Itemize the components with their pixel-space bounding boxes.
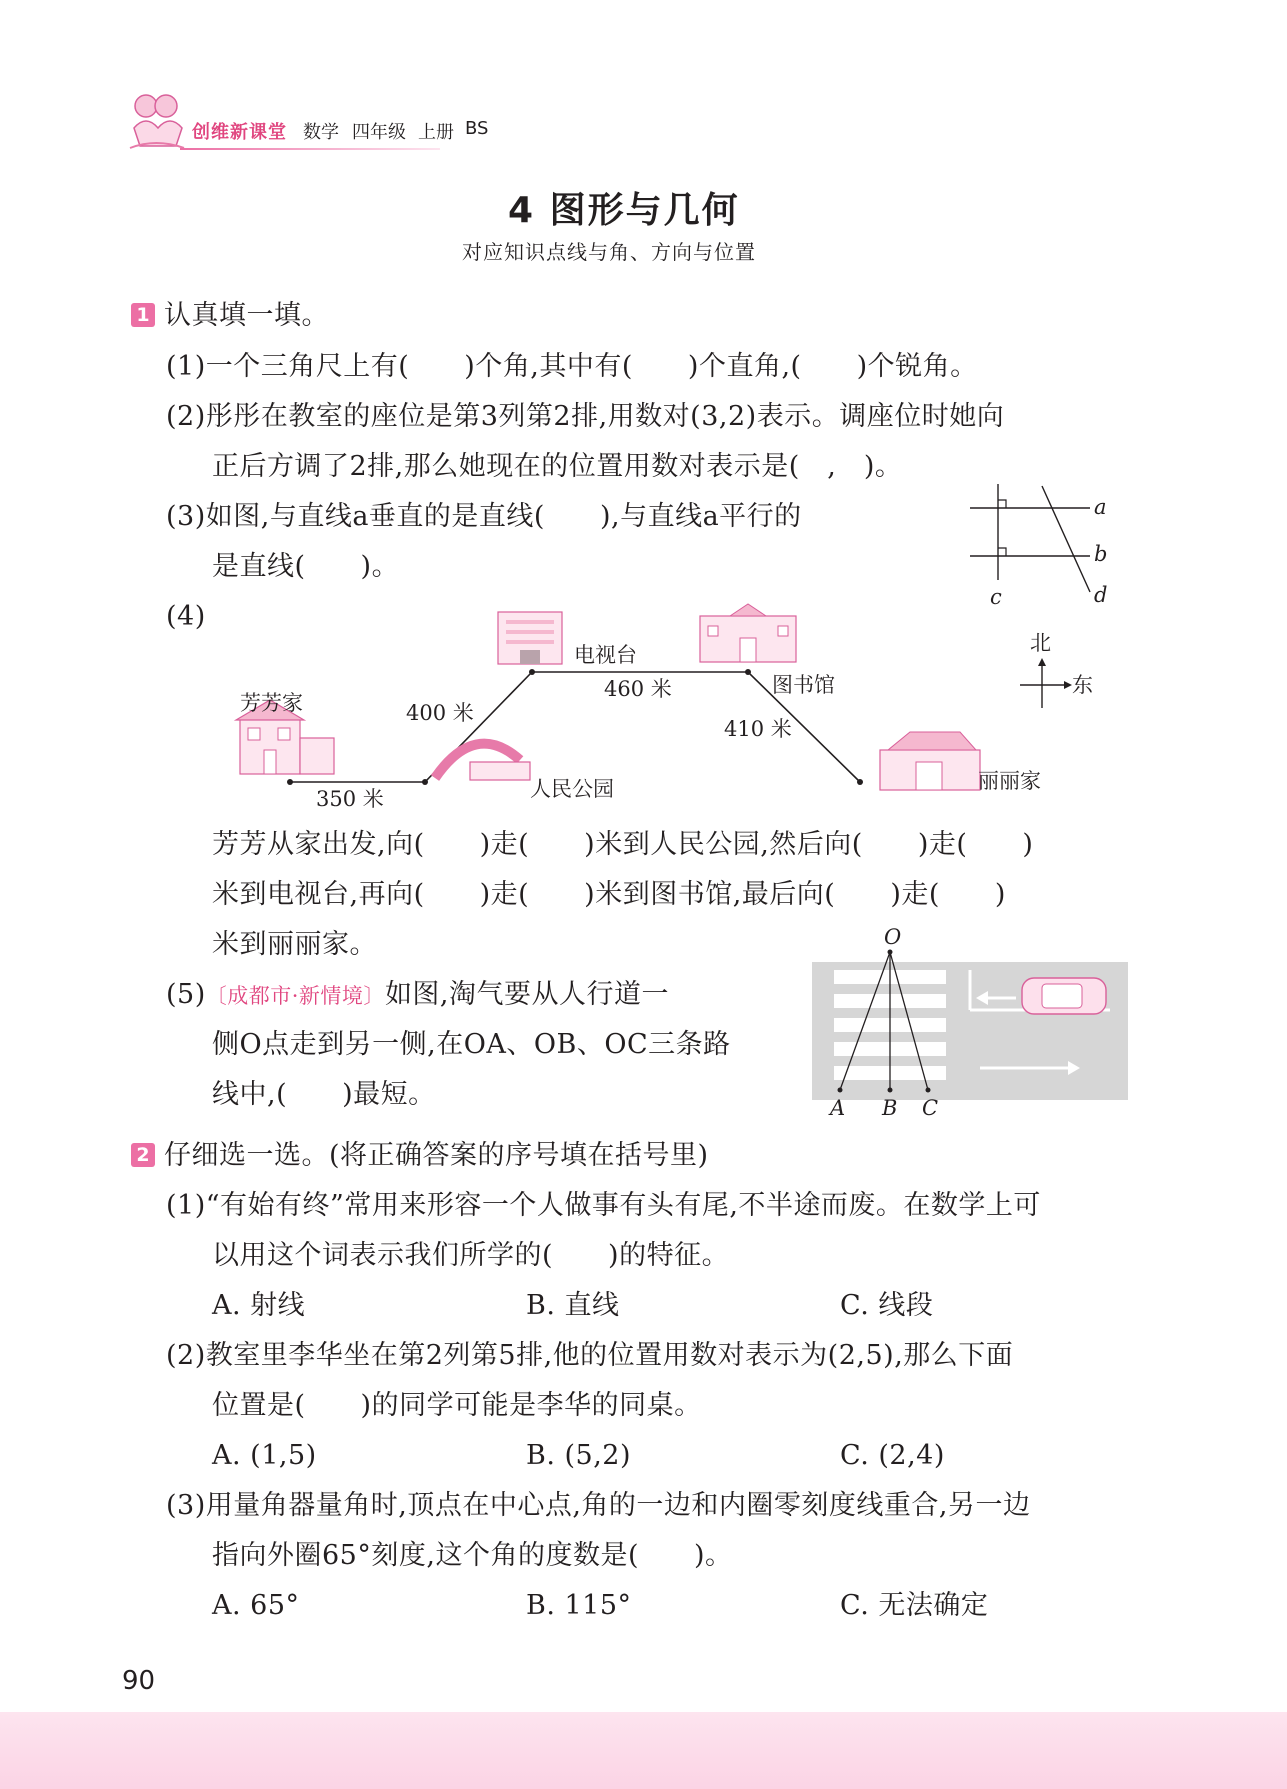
park-icon	[435, 744, 530, 780]
s2-q1-option-c: C. 线段	[840, 1290, 934, 1321]
s2-q3-line2: 指向外圈65°刻度,这个角的度数是( )。	[212, 1540, 733, 1571]
s1-q3-line1: (3)如图,与直线a垂直的是直线( ),与直线a平行的	[166, 501, 802, 532]
s2-q2-option-a: A. (1,5)	[212, 1440, 317, 1471]
s1-q4-line2: 米到电视台,再向( )走( )米到图书馆,最后向( )走( )	[212, 879, 1006, 910]
car-icon	[1022, 978, 1106, 1014]
label-lili-home: 丽丽家	[978, 769, 1041, 793]
s2-q3-option-c: C. 无法确定	[840, 1590, 989, 1621]
header-edition: BS	[465, 118, 489, 139]
header-mascot	[126, 88, 188, 154]
lines-figure	[960, 478, 1120, 612]
label-park: 人民公园	[530, 777, 614, 801]
header-subject: 数学	[303, 122, 339, 143]
section-2-heading: 仔细选一选。(将正确答案的序号填在括号里)	[164, 1140, 709, 1171]
lili-house-icon	[880, 732, 980, 790]
label-a-point: A	[830, 1096, 846, 1120]
s2-q3-line1: (3)用量角器量角时,顶点在中心点,角的一边和内圈零刻度线重合,另一边	[166, 1490, 1031, 1521]
s2-q1-line1: (1)“有始有终”常用来形容一个人做事有头有尾,不半途而废。在数学上可	[166, 1190, 1041, 1221]
s2-q1-line2: 以用这个词表示我们所学的( )的特征。	[212, 1240, 730, 1271]
label-north: 北	[1030, 631, 1051, 655]
label-o: O	[884, 925, 902, 949]
route-map	[220, 600, 1120, 820]
label-c: c	[990, 585, 1002, 609]
s2-q1-option-a: A. 射线	[212, 1290, 306, 1321]
s1-q5-prefix: (5)	[166, 979, 206, 1010]
header-volume: 上册	[418, 122, 454, 143]
header-rule	[180, 148, 440, 150]
compass-icon	[1020, 658, 1072, 708]
s2-q2-line2: 位置是( )的同学可能是李华的同桌。	[212, 1390, 702, 1421]
s2-q2-option-c: C. (2,4)	[840, 1440, 945, 1471]
header-brand: 创维新课堂	[192, 122, 287, 143]
s1-q4-line1: 芳芳从家出发,向( )走( )米到人民公园,然后向( )走( )	[212, 829, 1034, 860]
label-d: d	[1094, 583, 1108, 607]
page-number: 90	[122, 1666, 156, 1696]
page-subtitle: 对应知识点线与角、方向与位置	[462, 240, 756, 264]
s1-q1: (1)一个三角尺上有( )个角,其中有( )个直角,( )个锐角。	[166, 351, 978, 382]
s2-q2-option-b: B. (5,2)	[526, 1440, 632, 1471]
s2-q1-option-b: B. 直线	[526, 1290, 620, 1321]
s2-q2-line1: (2)教室里李华坐在第2列第5排,他的位置用数对表示为(2,5),那么下面	[166, 1340, 1014, 1371]
label-c-point: C	[922, 1096, 939, 1120]
s1-q5-line2: 侧O点走到另一侧,在OA、OB、OC三条路	[212, 1029, 731, 1060]
s1-q5-tag: 〔成都市·新情境〕	[205, 984, 385, 1008]
label-b: b	[1094, 542, 1108, 566]
s1-q5-line1	[166, 977, 669, 1014]
s1-q4-line3: 米到丽丽家。	[212, 929, 377, 960]
right-angle-mark-2	[998, 548, 1006, 556]
line-d	[1042, 486, 1090, 592]
section-1-heading: 认真填一填。	[164, 300, 329, 331]
page-title: 4 图形与几何	[508, 190, 740, 231]
footer-band	[0, 1712, 1287, 1789]
label-dist-350: 350 米	[316, 787, 384, 811]
tv-station-icon	[498, 612, 562, 664]
s1-q3-line2: 是直线( )。	[212, 551, 400, 582]
section-2-badge: 2	[131, 1143, 155, 1167]
s1-q2-line1: (2)彤彤在教室的座位是第3列第2排,用数对(3,2)表示。调座位时她向	[166, 401, 1005, 432]
header-grade: 四年级	[352, 122, 406, 143]
label-dist-460: 460 米	[604, 677, 672, 701]
label-tv-station: 电视台	[574, 643, 637, 667]
label-dist-410: 410 米	[724, 717, 792, 741]
label-b-point: B	[882, 1096, 898, 1120]
s2-q3-option-b: B. 115°	[526, 1590, 632, 1621]
library-icon	[700, 604, 796, 662]
s1-q5-line3: 线中,( )最短。	[212, 1079, 436, 1110]
label-library: 图书馆	[772, 673, 835, 697]
s1-q4-label: (4)	[166, 601, 206, 632]
label-dist-400: 400 米	[406, 701, 474, 725]
label-a: a	[1094, 495, 1107, 519]
label-east: 东	[1072, 673, 1093, 697]
right-angle-mark-1	[998, 500, 1006, 508]
label-fangfang-home: 芳芳家	[240, 691, 303, 715]
crosswalk-figure	[810, 925, 1130, 1122]
s1-q2-line2: 正后方调了2排,那么她现在的位置用数对表示是( , )。	[212, 451, 903, 482]
section-1-badge: 1	[131, 303, 155, 327]
s2-q3-option-a: A. 65°	[212, 1590, 300, 1621]
s1-q5-line1-rest: 如图,淘气要从人行道一	[384, 979, 670, 1010]
